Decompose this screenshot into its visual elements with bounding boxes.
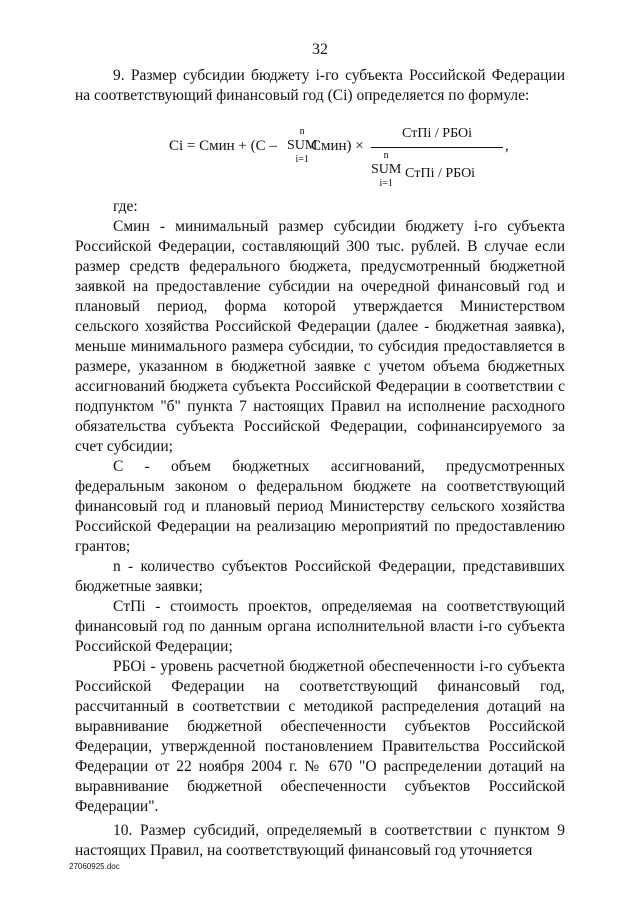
fraction-numerator: CтПi / РБОi [371, 116, 503, 148]
sum-2-lower: i=1 [379, 178, 393, 189]
sum-2-upper: n [383, 150, 389, 161]
definition-cmin: Cмин - минимальный размер субсидии бюджету i-го субъекта Российской Федерации, составляющий 300 тыс. рублей. В случае если размер средств федерального бюджета, предусмотренный бюджетной заявкой на предоставление субсидии на очередной финансовый год и плановый период, форма которой утверждается Министерством сельского хозяйства Российской Федерации (далее - бюджетная заявка), меньше минимального размера субсидии, то субсидия предоставляется в размере, указанном в бюджетной заявке с учетом объема бюджетных ассигнований бюджета субъекта Российской Федерации в соответствии с подпунктом "б" пункта 7 настоящих Правил на исполнение расходного обязательства субъекта Российской Федерации, софинансируемого за счет субсидии; [75, 218, 565, 455]
where-label: где: [113, 198, 138, 215]
document-body [75, 66, 565, 861]
sum-1-lower: i=1 [295, 154, 309, 165]
formula-lhs-text: Ci = Cмин + (C – [169, 138, 277, 154]
formula-tail: , [505, 138, 509, 154]
file-name-footer: 27060925.doc [69, 862, 120, 871]
page-number: 32 [312, 41, 328, 58]
formula-sum-2 [371, 150, 401, 190]
sum-2-word: SUM [371, 162, 402, 177]
formula-mid-text: Cмин) × [311, 138, 364, 154]
formula-fraction [371, 116, 503, 192]
definition-n: n - количество субъектов Российской Федерации, представивших бюджетные заявки; [75, 558, 565, 595]
sum-1-upper: n [299, 126, 305, 137]
definition-ctpi: CтПi - стоимость проектов, определяемая на соответствующий финансовый год по данным органа исполнительной власти i-го субъекта Российской Федерации; [75, 598, 565, 655]
definition-c: C - объем бюджетных ассигнований, предусмотренных федеральным законом о федеральном бюджете на соответствующий финансовый год и плановый период Министерству сельского хозяйства Российской Федерации на реализацию мероприятий по предоставлению грантов; [75, 458, 565, 555]
denominator-expression: CтПi / РБОi [405, 166, 476, 181]
formula-lhs [169, 136, 277, 156]
definition-rboi: РБОi - уровень расчетной бюджетной обеспеченности i-го субъекта Российской Федерации на соответствующий финансовый год, рассчитанный в соответствии с методикой распределения дотаций на выравнивание бюджетной обеспеченности субъектов Российской Федерации, утвержденной постановлением Правительства Российской Федерации от 22 ноября 2004 г. № 670 "О распределении дотаций на выравнивание бюджетной обеспеченности субъектов Российской Федерации". [75, 658, 565, 815]
subsidy-formula [75, 110, 565, 192]
sum-1-word: SUM [287, 138, 318, 153]
formula-mid [311, 136, 364, 156]
paragraph-10: 10. Размер субсидий, определяемый в соответствии с пунктом 9 настоящих Правил, на соответствующий финансовый год уточняется [75, 822, 565, 859]
paragraph-9: 9. Размер субсидии бюджету i-го субъекта Российской Федерации на соответствующий финансовый год (Ci) определяется по формуле: [75, 67, 565, 104]
fraction-denominator [371, 148, 503, 192]
